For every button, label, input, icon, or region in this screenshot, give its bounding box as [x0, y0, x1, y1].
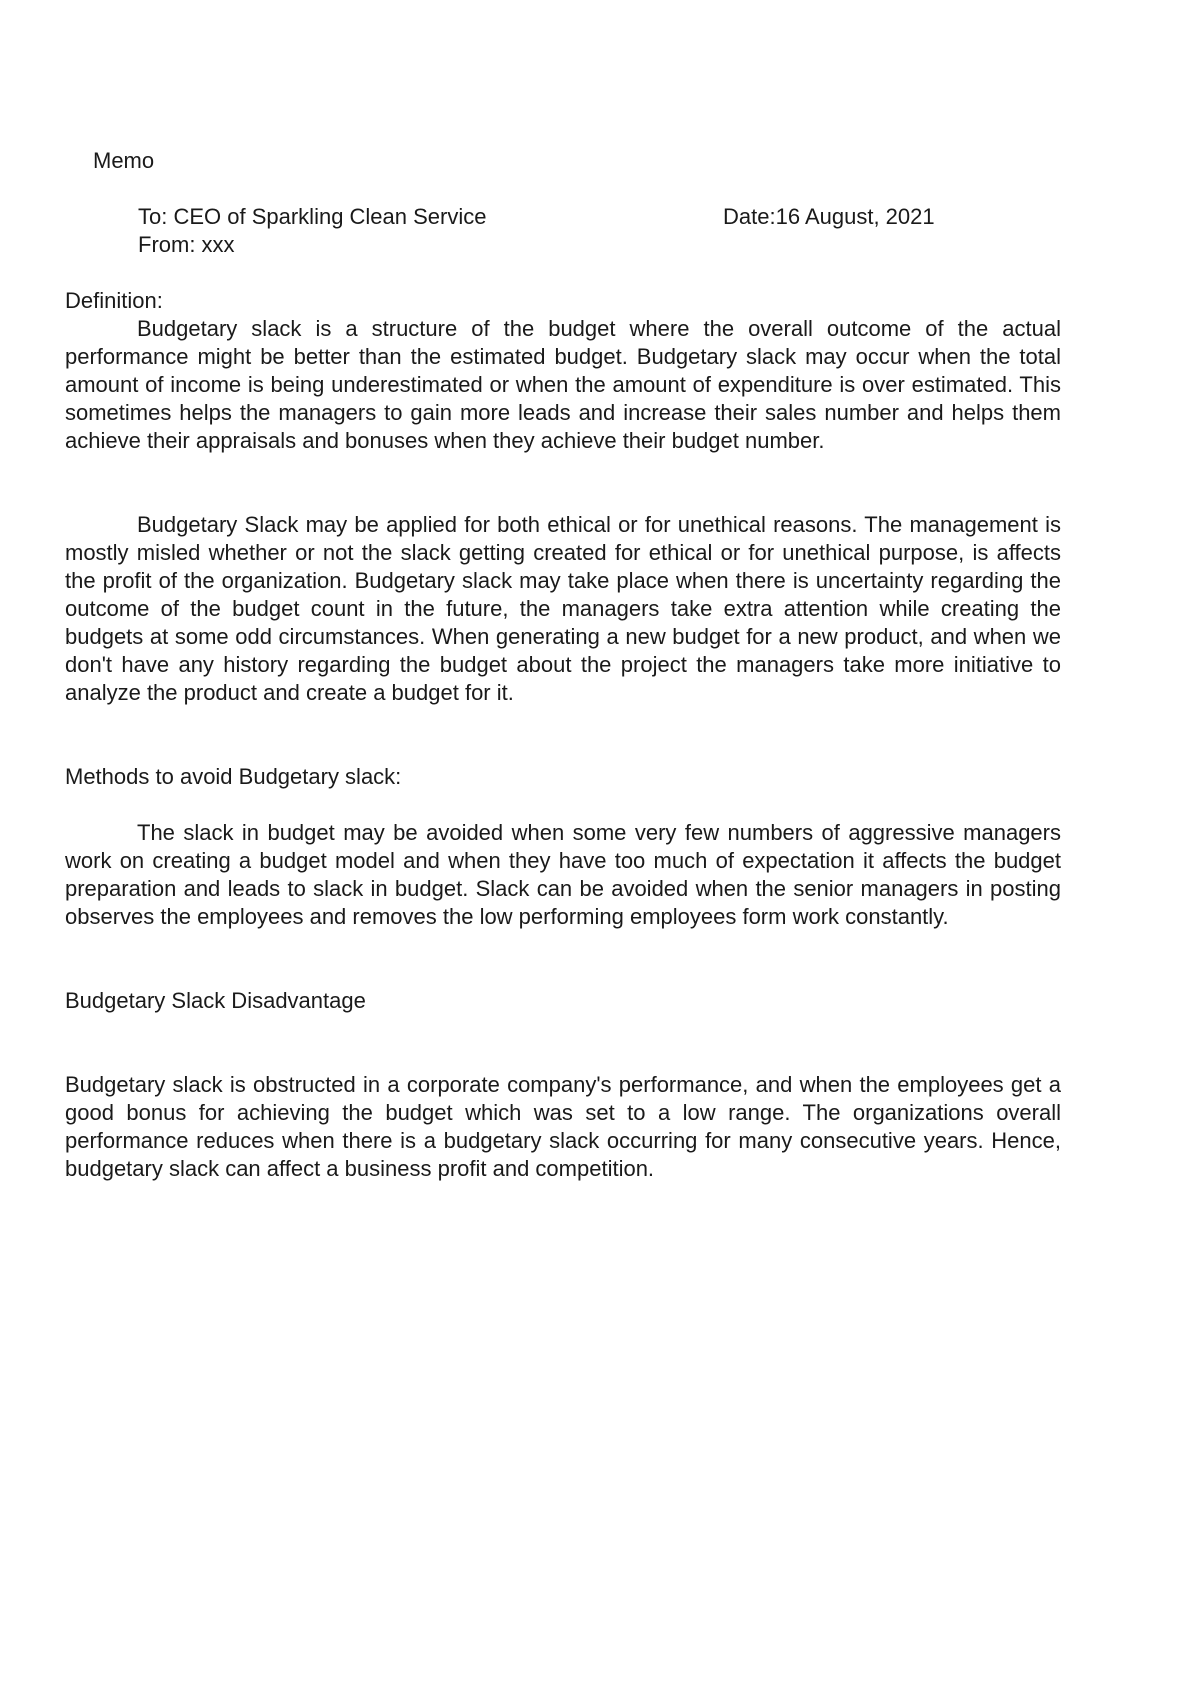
memo-title: Memo: [93, 148, 155, 173]
memo-from-line: From: xxx: [138, 232, 235, 257]
definition-heading: Definition:: [65, 288, 163, 313]
definition-paragraph: Budgetary slack is a structure of the budget where the overall outcome of the actual performance might be better than the estimated budget. Budgetary slack may occur when the total amount of income is being underestimated or when the amount of expenditure is over estimated. This sometimes helps the managers to gain more leads and increase their sales number and helps them achieve their appraisals and bonuses when they achieve their budget number.: [65, 316, 1061, 453]
ethics-paragraph: Budgetary Slack may be applied for both ethical or for unethical reasons. The management is mostly misled whether or not the slack getting created for ethical or for unethical purpose, is affects the profit of the organization. Budgetary slack may take place when there is uncertainty regarding the outcome of the budget count in the future, the managers take extra attention while creating the budgets at some odd circumstances. When generating a new budget for a new product, and when we don't have any history regarding the budget about the project the managers take more initiative to analyze the product and create a budget for it.: [65, 512, 1061, 705]
memo-date-line: Date:16 August, 2021: [723, 204, 935, 229]
memo-to-line: To: CEO of Sparkling Clean Service: [138, 204, 487, 229]
methods-heading: Methods to avoid Budgetary slack:: [65, 764, 402, 789]
methods-paragraph: The slack in budget may be avoided when some very few numbers of aggressive managers work on creating a budget model and when they have too much of expectation it affects the budget preparation and leads to slack in budget. Slack can be avoided when the senior managers in posting observes the employees and removes the low performing employees form work constantly.: [65, 820, 1061, 929]
disadvantage-paragraph: Budgetary slack is obstructed in a corporate company's performance, and when the employees get a good bonus for achieving the budget which was set to a low range. The organizations overall performance reduces when there is a budgetary slack occurring for many consecutive years. Hence, budgetary slack can affect a business profit and competition.: [65, 1072, 1061, 1181]
disadvantage-heading: Budgetary Slack Disadvantage: [65, 988, 366, 1013]
